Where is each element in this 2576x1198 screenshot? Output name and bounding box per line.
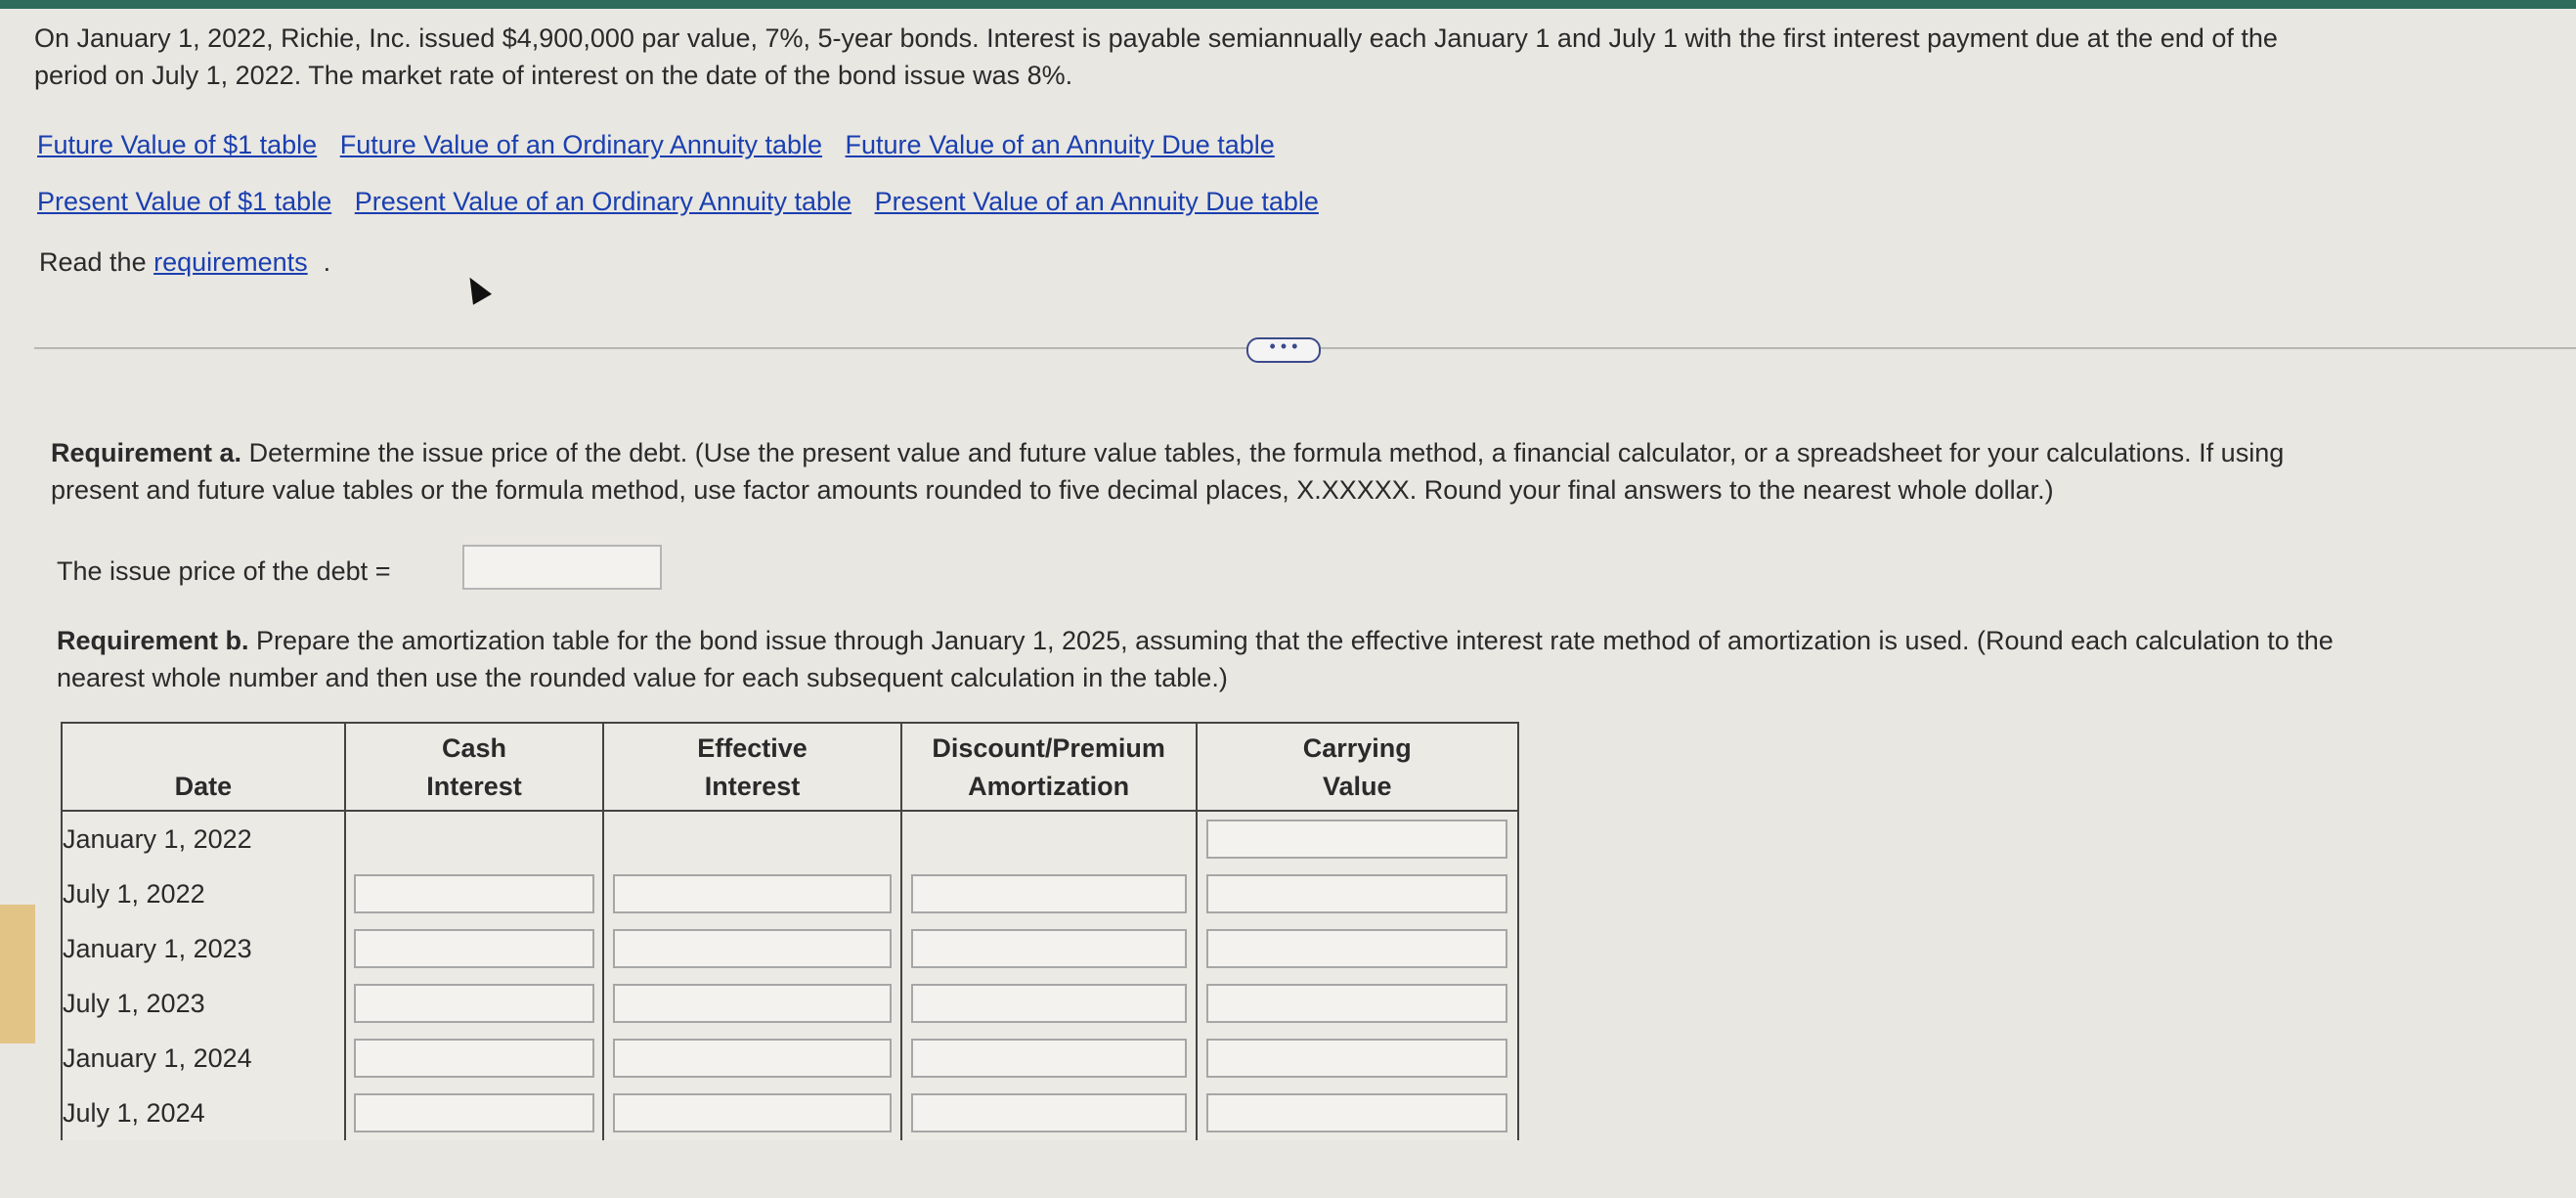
table-row (62, 811, 1518, 866)
date-header: Date (62, 723, 345, 811)
effective-interest-header: Effective Interest (603, 723, 900, 811)
carrying-value-input[interactable] (1206, 1039, 1507, 1078)
read-prefix: Read the (39, 247, 154, 277)
future-value-links (37, 130, 1290, 160)
row-date: January 1, 2023 (62, 921, 345, 976)
requirements-link[interactable]: requirements (153, 247, 308, 277)
side-tab (0, 905, 35, 1043)
table-row (62, 976, 1518, 1031)
effective-interest-input[interactable] (613, 874, 891, 913)
row-date: January 1, 2022 (62, 811, 345, 866)
table-header-row (62, 723, 1518, 811)
carrying-value-input[interactable] (1206, 929, 1507, 968)
table-row (62, 1086, 1518, 1140)
requirement-a-line-2: present and future value tables or the formula method, use factor amounts rounded to five decimal places, X.XXXXX. Round your final answers to the nearest whole dollar.) (51, 475, 2054, 505)
requirement-b-line-1: Prepare the amortization table for the bond issue through January 1, 2025, assuming that the effective interest rate method of amortization is used. (Round each calculation to the (248, 626, 2334, 655)
requirement-a-text (51, 434, 2284, 509)
read-suffix: . (323, 247, 331, 277)
effective-interest-input[interactable] (613, 984, 891, 1023)
table-row (62, 866, 1518, 921)
requirement-b-line-2: nearest whole number and then use the rounded value for each subsequent calculation in the table.) (57, 663, 1228, 692)
requirement-a-line-1: Determine the issue price of the debt. (Use the present value and future value tables, the formula method, a financial calculator, or a spreadsheet for your calculations. If using (241, 438, 2285, 467)
row-date: July 1, 2024 (62, 1086, 345, 1140)
amortization-input[interactable] (911, 1093, 1187, 1132)
read-requirements (39, 247, 330, 278)
pv-annuity-due-link[interactable]: Present Value of an Annuity Due table (874, 187, 1319, 216)
effective-interest-input[interactable] (613, 1039, 891, 1078)
fv-1-table-link[interactable]: Future Value of $1 table (37, 130, 318, 159)
cash-interest-input[interactable] (354, 1093, 595, 1132)
cash-interest-input[interactable] (354, 929, 595, 968)
cash-interest-input[interactable] (354, 874, 595, 913)
amortization-table (61, 722, 1519, 1140)
carrying-value-input[interactable] (1206, 820, 1507, 859)
carrying-value-input[interactable] (1206, 874, 1507, 913)
requirement-b-label: Requirement b. (57, 626, 249, 655)
pv-1-table-link[interactable]: Present Value of $1 table (37, 187, 332, 216)
row-date: January 1, 2024 (62, 1031, 345, 1086)
mouse-cursor-icon (460, 272, 492, 305)
carrying-value-header: Carrying Value (1197, 723, 1518, 811)
pv-ordinary-annuity-link[interactable]: Present Value of an Ordinary Annuity table (354, 187, 852, 216)
requirement-a-label: Requirement a. (51, 438, 242, 467)
row-date: July 1, 2023 (62, 976, 345, 1031)
carrying-value-input[interactable] (1206, 1093, 1507, 1132)
requirement-b-text (57, 622, 2334, 696)
issue-price-label: The issue price of the debt = (57, 556, 391, 586)
amortization-input[interactable] (911, 929, 1187, 968)
issue-price-input[interactable] (462, 545, 662, 590)
amortization-input[interactable] (911, 984, 1187, 1023)
table-row (62, 921, 1518, 976)
cash-interest-input[interactable] (354, 1039, 595, 1078)
row-date: July 1, 2022 (62, 866, 345, 921)
present-value-links (37, 187, 1334, 217)
amortization-input[interactable] (911, 874, 1187, 913)
problem-line-2: period on July 1, 2022. The market rate of interest on the date of the bond issue was 8%. (34, 61, 1073, 90)
carrying-value-input[interactable] (1206, 984, 1507, 1023)
problem-line-1: On January 1, 2022, Richie, Inc. issued $4,900,000 par value, 7%, 5-year bonds. Interest is payable semiannually each January 1 and July 1 with the first interest payment due at the end of the (34, 23, 2278, 53)
fv-ordinary-annuity-link[interactable]: Future Value of an Ordinary Annuity table (339, 130, 823, 159)
fv-annuity-due-link[interactable]: Future Value of an Annuity Due table (845, 130, 1275, 159)
table-row (62, 1031, 1518, 1086)
discount-premium-amortization-header: Discount/Premium Amortization (901, 723, 1197, 811)
top-accent-bar (0, 0, 2576, 9)
cash-interest-input[interactable] (354, 984, 595, 1023)
effective-interest-input[interactable] (613, 929, 891, 968)
more-options-button[interactable]: • • • (1246, 337, 1321, 363)
effective-interest-input[interactable] (613, 1093, 891, 1132)
problem-statement (34, 20, 2278, 94)
cash-interest-header: Cash Interest (345, 723, 604, 811)
amortization-input[interactable] (911, 1039, 1187, 1078)
